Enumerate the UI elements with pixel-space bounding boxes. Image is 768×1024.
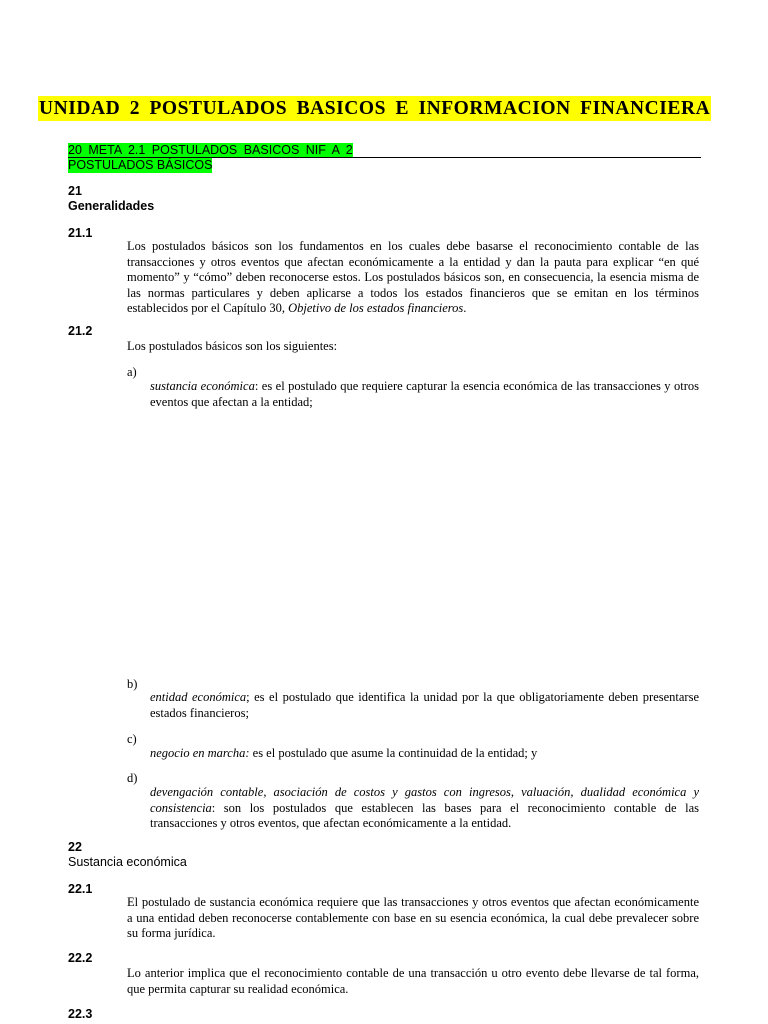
para-21-2-intro: Los postulados básicos son los siguientes:: [127, 339, 338, 353]
meta-subheading: POSTULADOS BÁSICOS: [68, 158, 213, 172]
item-c-text: negocio en marcha: es el postulado que asume la continuidad de la entidad; y: [150, 746, 538, 760]
section-21-heading: Generalidades: [68, 199, 155, 213]
item-d-text: devengación contable, asociación de costos y gastos con ingresos, valuación, dualidad económica y consistencia: son los postulados que establecen las bases para el reconocimiento contable de las transacciones y otros eventos, que afectan económicamente a la entidad.: [150, 785, 699, 830]
para-21-1-text: Los postulados básicos son los fundamentos en los cuales debe basarse el reconocimiento contable de las transacciones y otros eventos que afectan económicamente a la entidad y dan la pauta para explicar “en qué momento” y “cómo” deben reconocerse estos. Los postulados básicos son, en consecuencia, la esencia misma de las normas particulares y deben aplicarse a todos los estados financieros que se emitan en los términos establecidos por el Capítulo 30, Objetivo de los estados financieros.: [127, 239, 699, 315]
item-b-marker: b): [127, 677, 138, 691]
item-b-text: entidad económica; es el postulado que identifica la unidad por la que obligatoriamente deben presentarse estados financieros;: [150, 690, 700, 720]
para-21-2-number: 21.2: [68, 324, 93, 338]
item-d-marker: d): [127, 771, 138, 785]
meta-heading: 20 META 2.1 POSTULADOS BASICOS NIF A 2: [68, 143, 353, 157]
para-22-1-text: El postulado de sustancia económica requiere que las transacciones y otros eventos que afectan económicamente a una entidad deben reconocerse contablemente con base en su esencia económica, la cual debe prevalecer sobre su forma jurídica.: [127, 895, 699, 940]
item-a-marker: a): [127, 365, 137, 379]
item-c-marker: c): [127, 732, 137, 746]
para-22-2-number: 22.2: [68, 951, 93, 965]
section-21-number: 21: [68, 184, 82, 198]
unit-title: UNIDAD 2 POSTULADOS BASICOS E INFORMACION FINANCIERA: [39, 98, 711, 119]
section-22-heading: Sustancia económica: [68, 855, 187, 869]
section-22-number: 22: [68, 840, 82, 854]
para-22-1-number: 22.1: [68, 882, 93, 896]
para-22-3-number: 22.3: [68, 1007, 93, 1021]
para-21-1-number: 21.1: [68, 226, 93, 240]
para-22-2-text: Lo anterior implica que el reconocimiento contable de una transacción u otro evento debe llevarse de tal forma, que permita capturar su realidad económica.: [127, 966, 699, 996]
item-a-text: sustancia económica: es el postulado que requiere capturar la esencia económica de las transacciones y otros eventos que afectan a la entidad;: [150, 379, 699, 409]
